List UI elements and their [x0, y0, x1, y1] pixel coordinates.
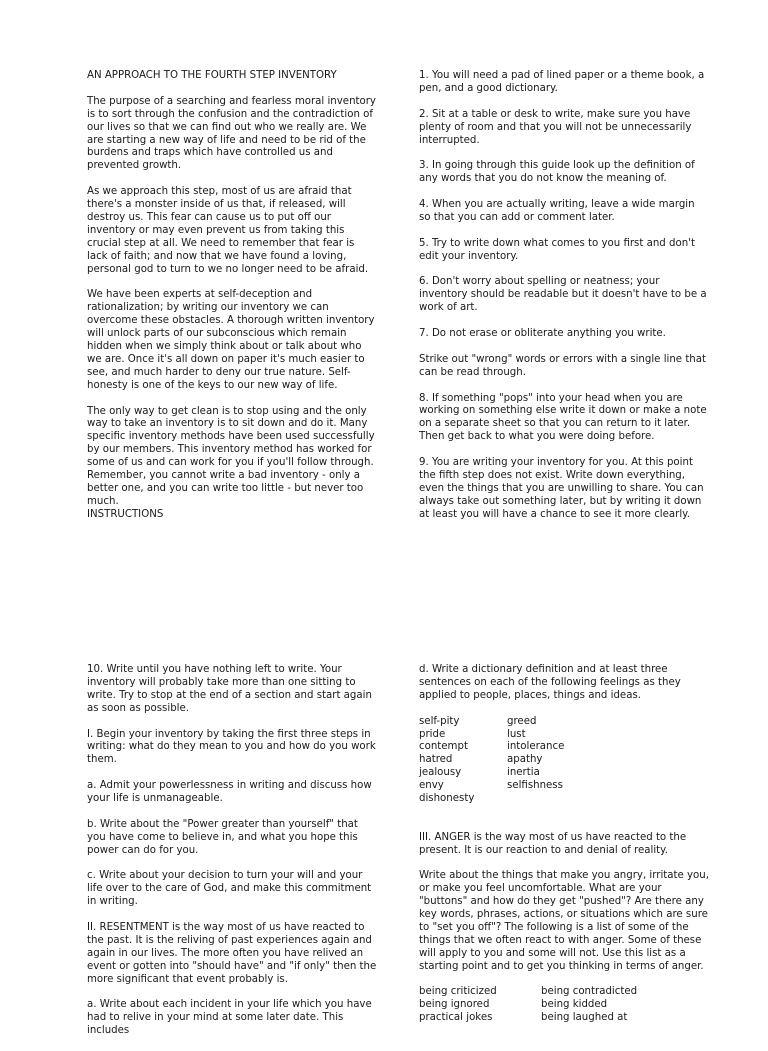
list-item: contempt — [419, 741, 468, 753]
instruction-item: 2. Sit at a table or desk to write, make sure you have plenty of room and that you will not be unnecessarily interrupted. — [419, 108, 692, 146]
instruction-item: 6. Don't worry about spelling or neatness; your inventory should be readable but it doesn't have to be a work of art. — [419, 276, 707, 314]
list-item: lust — [507, 728, 526, 740]
section-anger: III. ANGER is the way most of us have reacted to the present. It is our reaction to and denial of reality. — [419, 831, 687, 856]
paragraph: The only way to get clean is to stop using and the only way to take an inventory is to sit down and do it. Many specific inventory methods have been used successfully by our members. This inventory method has worked for some of us and can work for you if you'll follow through. Remember, you cannot write a bad inventory - only a better one, and you can write too little - but never too much. — [87, 405, 375, 507]
list-item: hatred — [419, 754, 453, 766]
instruction-item: 5. Try to write down what comes to you first and don't edit your inventory. — [419, 237, 695, 262]
document-title: AN APPROACH TO THE FOURTH STEP INVENTORY — [87, 70, 337, 81]
list-item: pride — [419, 728, 446, 740]
list-item: selfishness — [507, 780, 563, 792]
list-item: being contradicted — [541, 986, 638, 998]
feelings-list-left — [419, 716, 507, 806]
list-item: dishonesty — [419, 792, 475, 804]
instruction-item: 3. In going through this guide look up the definition of any words that you do not know the meaning of. — [419, 160, 695, 185]
instruction-item: 9. You are writing your inventory for you. At this point the fifth step does not exist. Write down everything, even the things that you are unwilling to share. You can always take out something later, but by writing it down at least you will have a chance to see it more clearly. — [419, 457, 704, 520]
instruction-item: 7. Do not erase or obliterate anything you write. — [419, 328, 666, 340]
instruction-item: 8. If something "pops" into your head when you are working on something else write it down or make a note on a separate sheet so that you can return to it later. Then get back to what you were doing before. — [419, 392, 707, 443]
column-top-left — [87, 70, 377, 535]
section-resentment: II. RESENTMENT is the way most of us have reacted to the past. It is the reliving of past experiences again and again in our lives. The more often you have relived an event or gotten into "should have" and "if only" then the more significant that event probably is. — [87, 922, 377, 985]
list-item: inertia — [507, 767, 540, 779]
sub-item: c. Write about your decision to turn your will and your life over to the care of God, and make this commitment in writing. — [87, 870, 372, 908]
instructions-heading: INSTRUCTIONS — [87, 508, 164, 520]
feelings-list — [419, 716, 709, 806]
list-item: greed — [507, 715, 537, 727]
sub-item: a. Admit your powerlessness in writing and discuss how your life is unmanageable. — [87, 780, 372, 805]
list-item: self-pity — [419, 715, 460, 727]
instruction-note: Strike out "wrong" words or errors with a single line that can be read through. — [419, 353, 707, 378]
column-top-right — [419, 70, 709, 534]
feelings-list-right — [507, 716, 595, 806]
list-item: being laughed at — [541, 1012, 628, 1024]
list-item: being ignored — [419, 999, 490, 1011]
list-item: apathy — [507, 754, 543, 766]
column-bottom-left — [87, 664, 377, 1051]
paragraph: We have been experts at self-deception and rationalization; by writing our inventory we can overcome these obstacles. A thorough written inventory will unlock parts of our subconscious which remain hidden when we simply think about or talk about who we are. Once it's all down on paper it's much easier to see, and much harder to deny our true nature. Self-honesty is one of the keys to our new way of life. — [87, 289, 375, 391]
paragraph: Write about the things that make you angry, irritate you, or make you feel uncomfortable. What are your "buttons" and how do they get "pushed"? Are there any key words, phrases, actions, or situations which are sure to "set you off"? The following is a list of some of the things that we often react to with anger. Some of these will apply to you and some will not. Use this list as a starting point and to get you thinking in terms of anger. — [419, 870, 709, 972]
anger-list-left — [419, 986, 541, 1025]
sub-item: d. Write a dictionary definition and at least three sentences on each of the following feelings as they applied to people, places, things and ideas. — [419, 664, 681, 701]
list-item: envy — [419, 780, 444, 792]
anger-triggers-list — [419, 986, 709, 1025]
list-item: practical jokes — [419, 1012, 493, 1024]
paragraph: The purpose of a searching and fearless moral inventory is to sort through the confusion and the contradiction of our lives so that we can find out who we really are. We are starting a new way of life and need to be rid of the burdens and traps which have controlled us and prevented growth. — [87, 95, 376, 172]
instruction-item: 1. You will need a pad of lined paper or a theme book, a pen, and a good dictionary. — [419, 70, 705, 94]
list-item: being kidded — [541, 999, 608, 1011]
sub-item: b. Write about the "Power greater than yourself" that you have come to believe in, and what you hope this power can do for you. — [87, 818, 358, 856]
paragraph: As we approach this step, most of us are afraid that there's a monster inside of us that, if released, will destroy us. This fear can cause us to put off our inventory or may even prevent us from taking this crucial step at all. We need to remember that fear is lack of faith; and now that we have found a loving, personal god to turn to we no longer need to be afraid. — [87, 186, 369, 275]
section-step-one: I. Begin your inventory by taking the first three steps in writing: what do they mean to you and how do you work them. — [87, 728, 376, 766]
list-item: intolerance — [507, 741, 565, 753]
instruction-item: 10. Write until you have nothing left to write. Your inventory will probably take more than one sitting to write. Try to stop at the end of a section and start again as soon as possible. — [87, 664, 372, 714]
list-item: jealousy — [419, 767, 462, 779]
anger-list-right — [541, 986, 663, 1025]
sub-item: a. Write about each incident in your life which you have had to relive in your mind at some later date. This includes — [87, 999, 372, 1037]
list-item: being criticized — [419, 986, 497, 998]
column-bottom-right — [419, 664, 709, 1025]
instruction-item: 4. When you are actually writing, leave a wide margin so that you can add or comment later. — [419, 199, 695, 223]
